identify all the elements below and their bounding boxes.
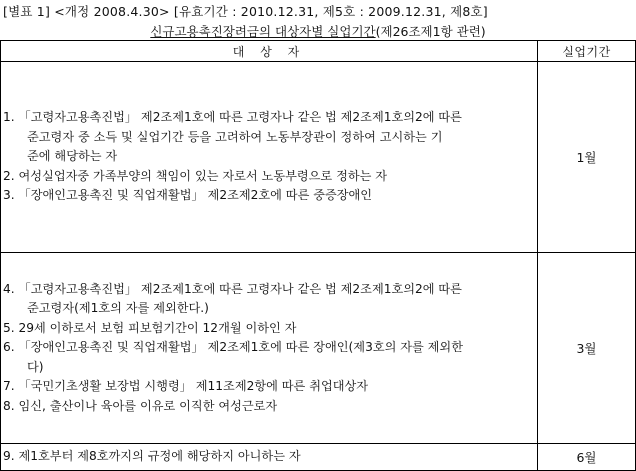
table-row-1 bbox=[1, 62, 636, 253]
row-3-period: 6월 bbox=[538, 444, 636, 471]
list-item bbox=[3, 397, 531, 417]
item-continuation: 다) bbox=[27, 359, 44, 374]
list-item bbox=[3, 108, 531, 167]
title-sub: (제26조제1항 관련) bbox=[375, 24, 486, 39]
item-text: 1. 「고령자고용촉진법」 제2조제1호에 따른 고령자나 같은 법 제2조제1호의2에 따른 bbox=[3, 110, 462, 125]
row-1-period: 1월 bbox=[538, 62, 636, 253]
item-text: 7. 「국민기초생활 보장법 시행령」 제11조제2항에 따른 취업대상자 bbox=[3, 379, 369, 394]
eligibility-table bbox=[0, 40, 636, 471]
header-target: 대 상 자 bbox=[1, 41, 538, 62]
list-item bbox=[3, 167, 531, 187]
list-item bbox=[3, 377, 531, 397]
item-text: 5. 29세 이하로서 보험 피보험기간이 12개월 이하인 자 bbox=[3, 320, 297, 335]
document-title bbox=[0, 22, 636, 40]
item-continuation: 준고령자(제1호의 자를 제외한다.) bbox=[27, 301, 209, 316]
row-3-targets bbox=[1, 444, 538, 471]
table-row-2 bbox=[1, 253, 636, 444]
table-header-row bbox=[1, 41, 636, 62]
table-row-3 bbox=[1, 444, 636, 471]
list-item bbox=[3, 280, 531, 319]
list-item bbox=[3, 338, 531, 377]
item-text: 6. 「장애인고용촉진 및 직업재활법」 제2조제1호에 따른 장애인(제3호의 자를 제외한 bbox=[3, 340, 463, 355]
amendment-header: [별표 1] <개정 2008.4.30> [유효기간 : 2010.12.31, 제5호 : 2009.12.31, 제8호] bbox=[3, 4, 488, 19]
item-text: 9. 제1호부터 제8호까지의 규정에 해당하지 아니하는 자 bbox=[3, 449, 301, 463]
header-period: 실업기간 bbox=[538, 41, 636, 62]
item-continuation: 준고령자 중 소득 및 실업기간 등을 고려하여 노동부장관이 정하여 고시하는 기 bbox=[27, 129, 443, 144]
row-2-period: 3월 bbox=[538, 253, 636, 444]
list-item bbox=[3, 186, 531, 206]
item-text: 2. 여성실업자중 가족부양의 책임이 있는 자로서 노동부령으로 정하는 자 bbox=[3, 168, 388, 183]
row-1-targets bbox=[1, 62, 538, 253]
item-text: 4. 「고령자고용촉진법」 제2조제1호에 따른 고령자나 같은 법 제2조제1호의2에 따른 bbox=[3, 281, 462, 296]
item-text: 3. 「장애인고용촉진 및 직업재활법」 제2조제2호에 따른 중증장애인 bbox=[3, 188, 373, 203]
title-main: 신규고용촉진장려금의 대상자별 실업기간 bbox=[150, 24, 376, 39]
row-2-targets bbox=[1, 253, 538, 444]
item-continuation: 준에 해당하는 자 bbox=[27, 149, 118, 164]
list-item bbox=[3, 447, 531, 467]
list-item bbox=[3, 319, 531, 339]
item-text: 8. 임신, 출산이나 육아를 이유로 이직한 여성근로자 bbox=[3, 398, 278, 413]
